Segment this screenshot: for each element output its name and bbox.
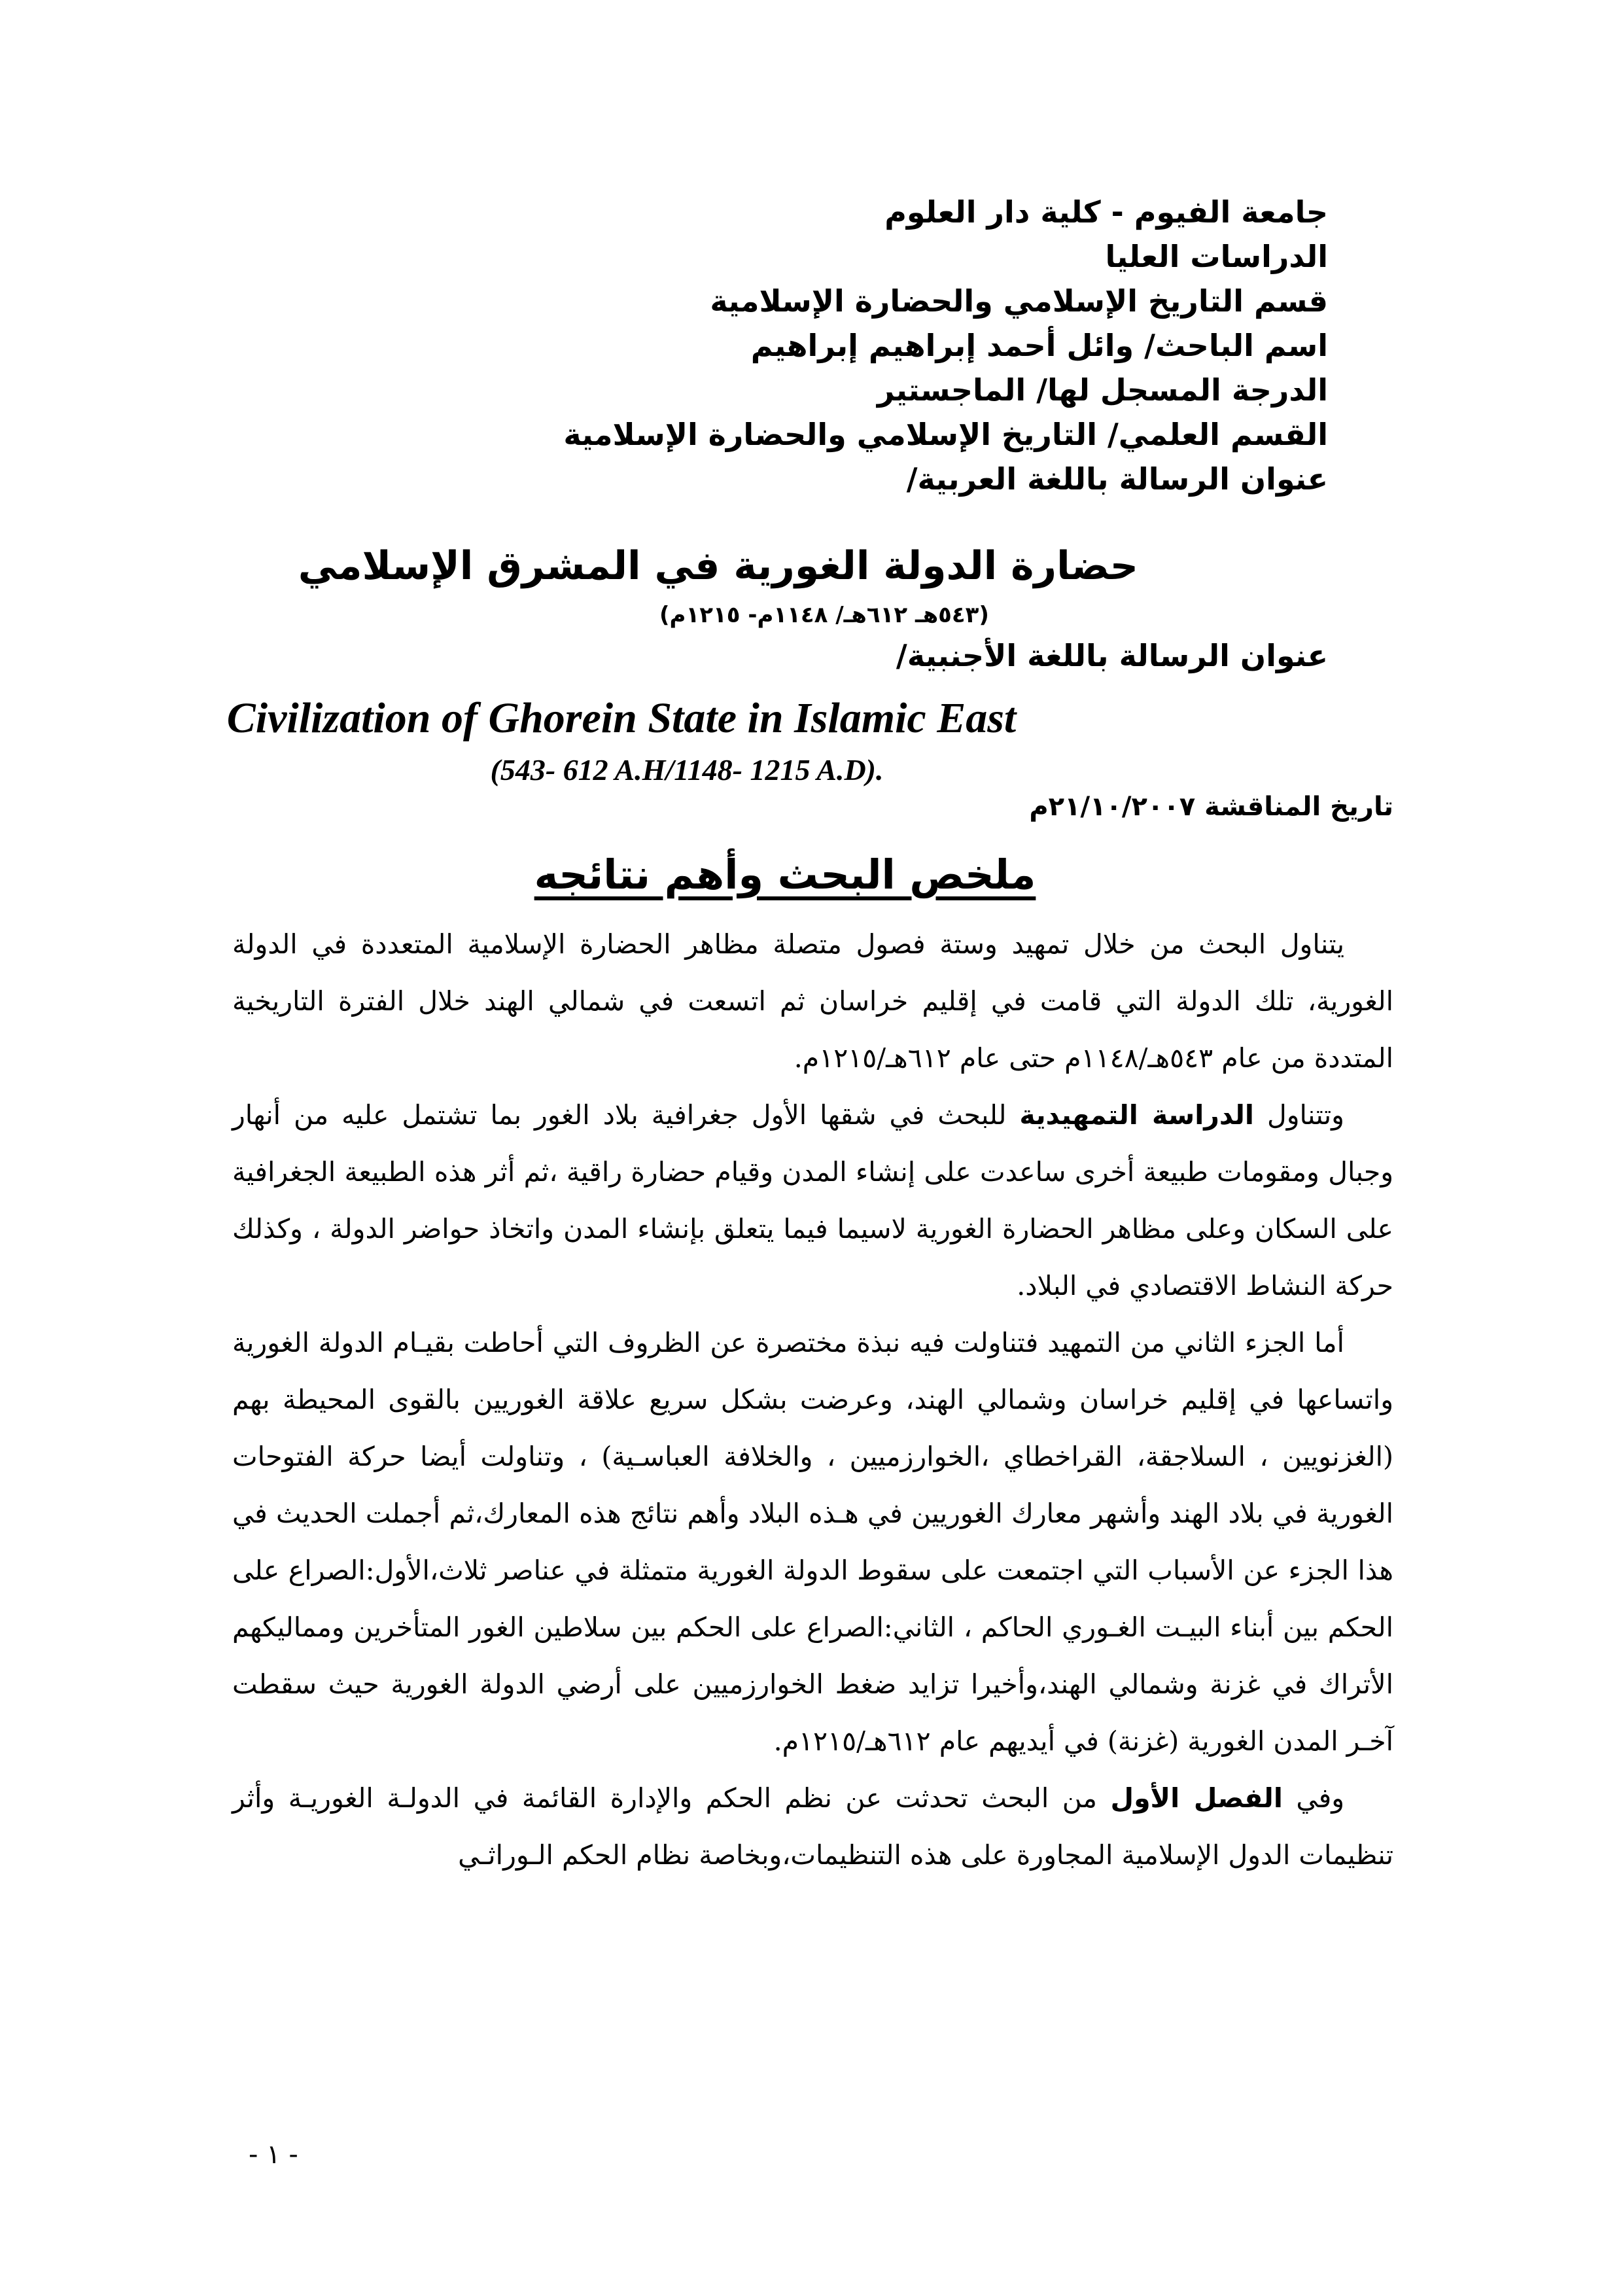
abstract-paragraph-1: يتناول البحث من خلال تمهيد وستة فصول متصلة مظاهر الحضارة الإسلامية المتعددة في الدولة الغورية، تلك الدولة التي قامت في إقليم خراسان ثم اتسعت في شمالي الهند خلال الفترة التاريخية المتددة من عام ٥٤٣هـ/١١٤٨م حتى عام ٦١٢هـ/١٢١٥م. xyxy=(232,928,1393,1074)
page-number: - ١ - xyxy=(249,2140,298,2170)
english-thesis-dates: (543- 612 A.H/1148- 1215 A.D). xyxy=(490,753,884,786)
scientific-department-line: القسم العلمي/ التاريخ الإسلامي والحضارة الإسلامية xyxy=(563,417,1328,452)
paragraph-4-rest: من البحث تحدثت عن نظم الحكم والإدارة القائمة في الدولـة الغوريـة وأثر تنظيمات الدول الإسلامية المجاورة على هذه التنظيمات،وبخاصة نظام الحكم الـوراثـي xyxy=(232,1782,1393,1871)
abstract-body xyxy=(232,916,1393,1884)
arabic-title-label: عنوان الرسالة باللغة العربية/ xyxy=(906,461,1328,497)
english-thesis-title: Civilization of Ghorein State in Islamic East xyxy=(226,694,1017,742)
first-chapter-term: الفصل الأول xyxy=(1110,1782,1283,1814)
abstract-paragraph-3: أما الجزء الثاني من التمهيد فتناولت فيه نبذة مختصرة عن الظروف التي أحاطت بقيـام الدولة الغورية واتساعها في إقليم خراسان وشمالي الهند، وعرضت بشكل سريع علاقة الغوريين بالقوى المحيطة بهم (الغزنويين ، السلاجقة، القراخطاي ،الخوارزميين ، والخلافة العباسـية) ، وتناولت أيضا حركة الفتوحات الغورية في بلاد الهند وأشهر معارك الغوريين في هـذه البلاد وأهم نتائج هذه المعارك،ثم أجملت الحديث في هذا الجزء عن الأسباب التي اجتمعت على سقوط الدولة الغورية متمثلة في عناصر ثلاث،الأول:الصراع على الحكم بين أبناء البيـت الغـوري الحاكم ، الثاني:الصراع على الحكم بين سلاطين الغور المتأخرين ومماليكهم الأتراك في غزنة وشمالي الهند،وأخيرا تزايد ضغط الخوارزميين على أرضي الدولة الغورية حيث سقطت آخـر المدن الغورية (غزنة) في أيديهم عام ٦١٢هـ/١٢١٥م. xyxy=(232,1327,1393,1757)
abstract-heading: ملخص البحث وأهم نتائجه xyxy=(534,851,1036,898)
defense-date: تاريخ المناقشة ٢١/١٠/٢٠٠٧م xyxy=(1029,792,1393,822)
foreign-title-label: عنوان الرسالة باللغة الأجنبية/ xyxy=(896,638,1328,673)
paragraph-2-rest: للبحث في شقها الأول جغرافية بلاد الغور بما تشتمل عليه من أنهار وجبال ومقومات طبيعة أخرى ساعدت على إنشاء المدن وقيام حضارة راقية ،ثم أثر هذه الطبيعة الجغرافية على السكان وعلى مظاهر الحضارة الغورية لاسيما فيما يتعلق بإنشاء المدن واتخاذ حواضر الدولة ، وكذلك حركة النشاط الاقتصادي في البلاد. xyxy=(232,1099,1393,1301)
paragraph-4-start: وفي xyxy=(1282,1782,1345,1814)
paragraph-2-start: وتتناول xyxy=(1253,1099,1344,1131)
arabic-thesis-dates: (٥٤٣هـ ٦١٢هـ/ ١١٤٨م- ١٢١٥م) xyxy=(659,602,989,628)
graduate-studies-line: الدراسات العليا xyxy=(1105,239,1328,274)
document-header xyxy=(229,190,1328,501)
abstract-paragraph-4 xyxy=(232,1770,1393,1884)
researcher-name-line: اسم الباحث/ وائل أحمد إبراهيم إبراهيم xyxy=(750,328,1328,363)
abstract-paragraph-2 xyxy=(232,1087,1393,1315)
introductory-study-term: الدراسة التمهيدية xyxy=(1019,1099,1254,1131)
arabic-thesis-title: حضارة الدولة الغورية في المشرق الإسلامي xyxy=(298,543,1138,589)
department-line: قسم التاريخ الإسلامي والحضارة الإسلامية xyxy=(710,283,1328,319)
university-line: جامعة الفيوم - كلية دار العلوم xyxy=(884,194,1328,230)
degree-line: الدرجة المسجل لها/ الماجستير xyxy=(877,372,1328,408)
